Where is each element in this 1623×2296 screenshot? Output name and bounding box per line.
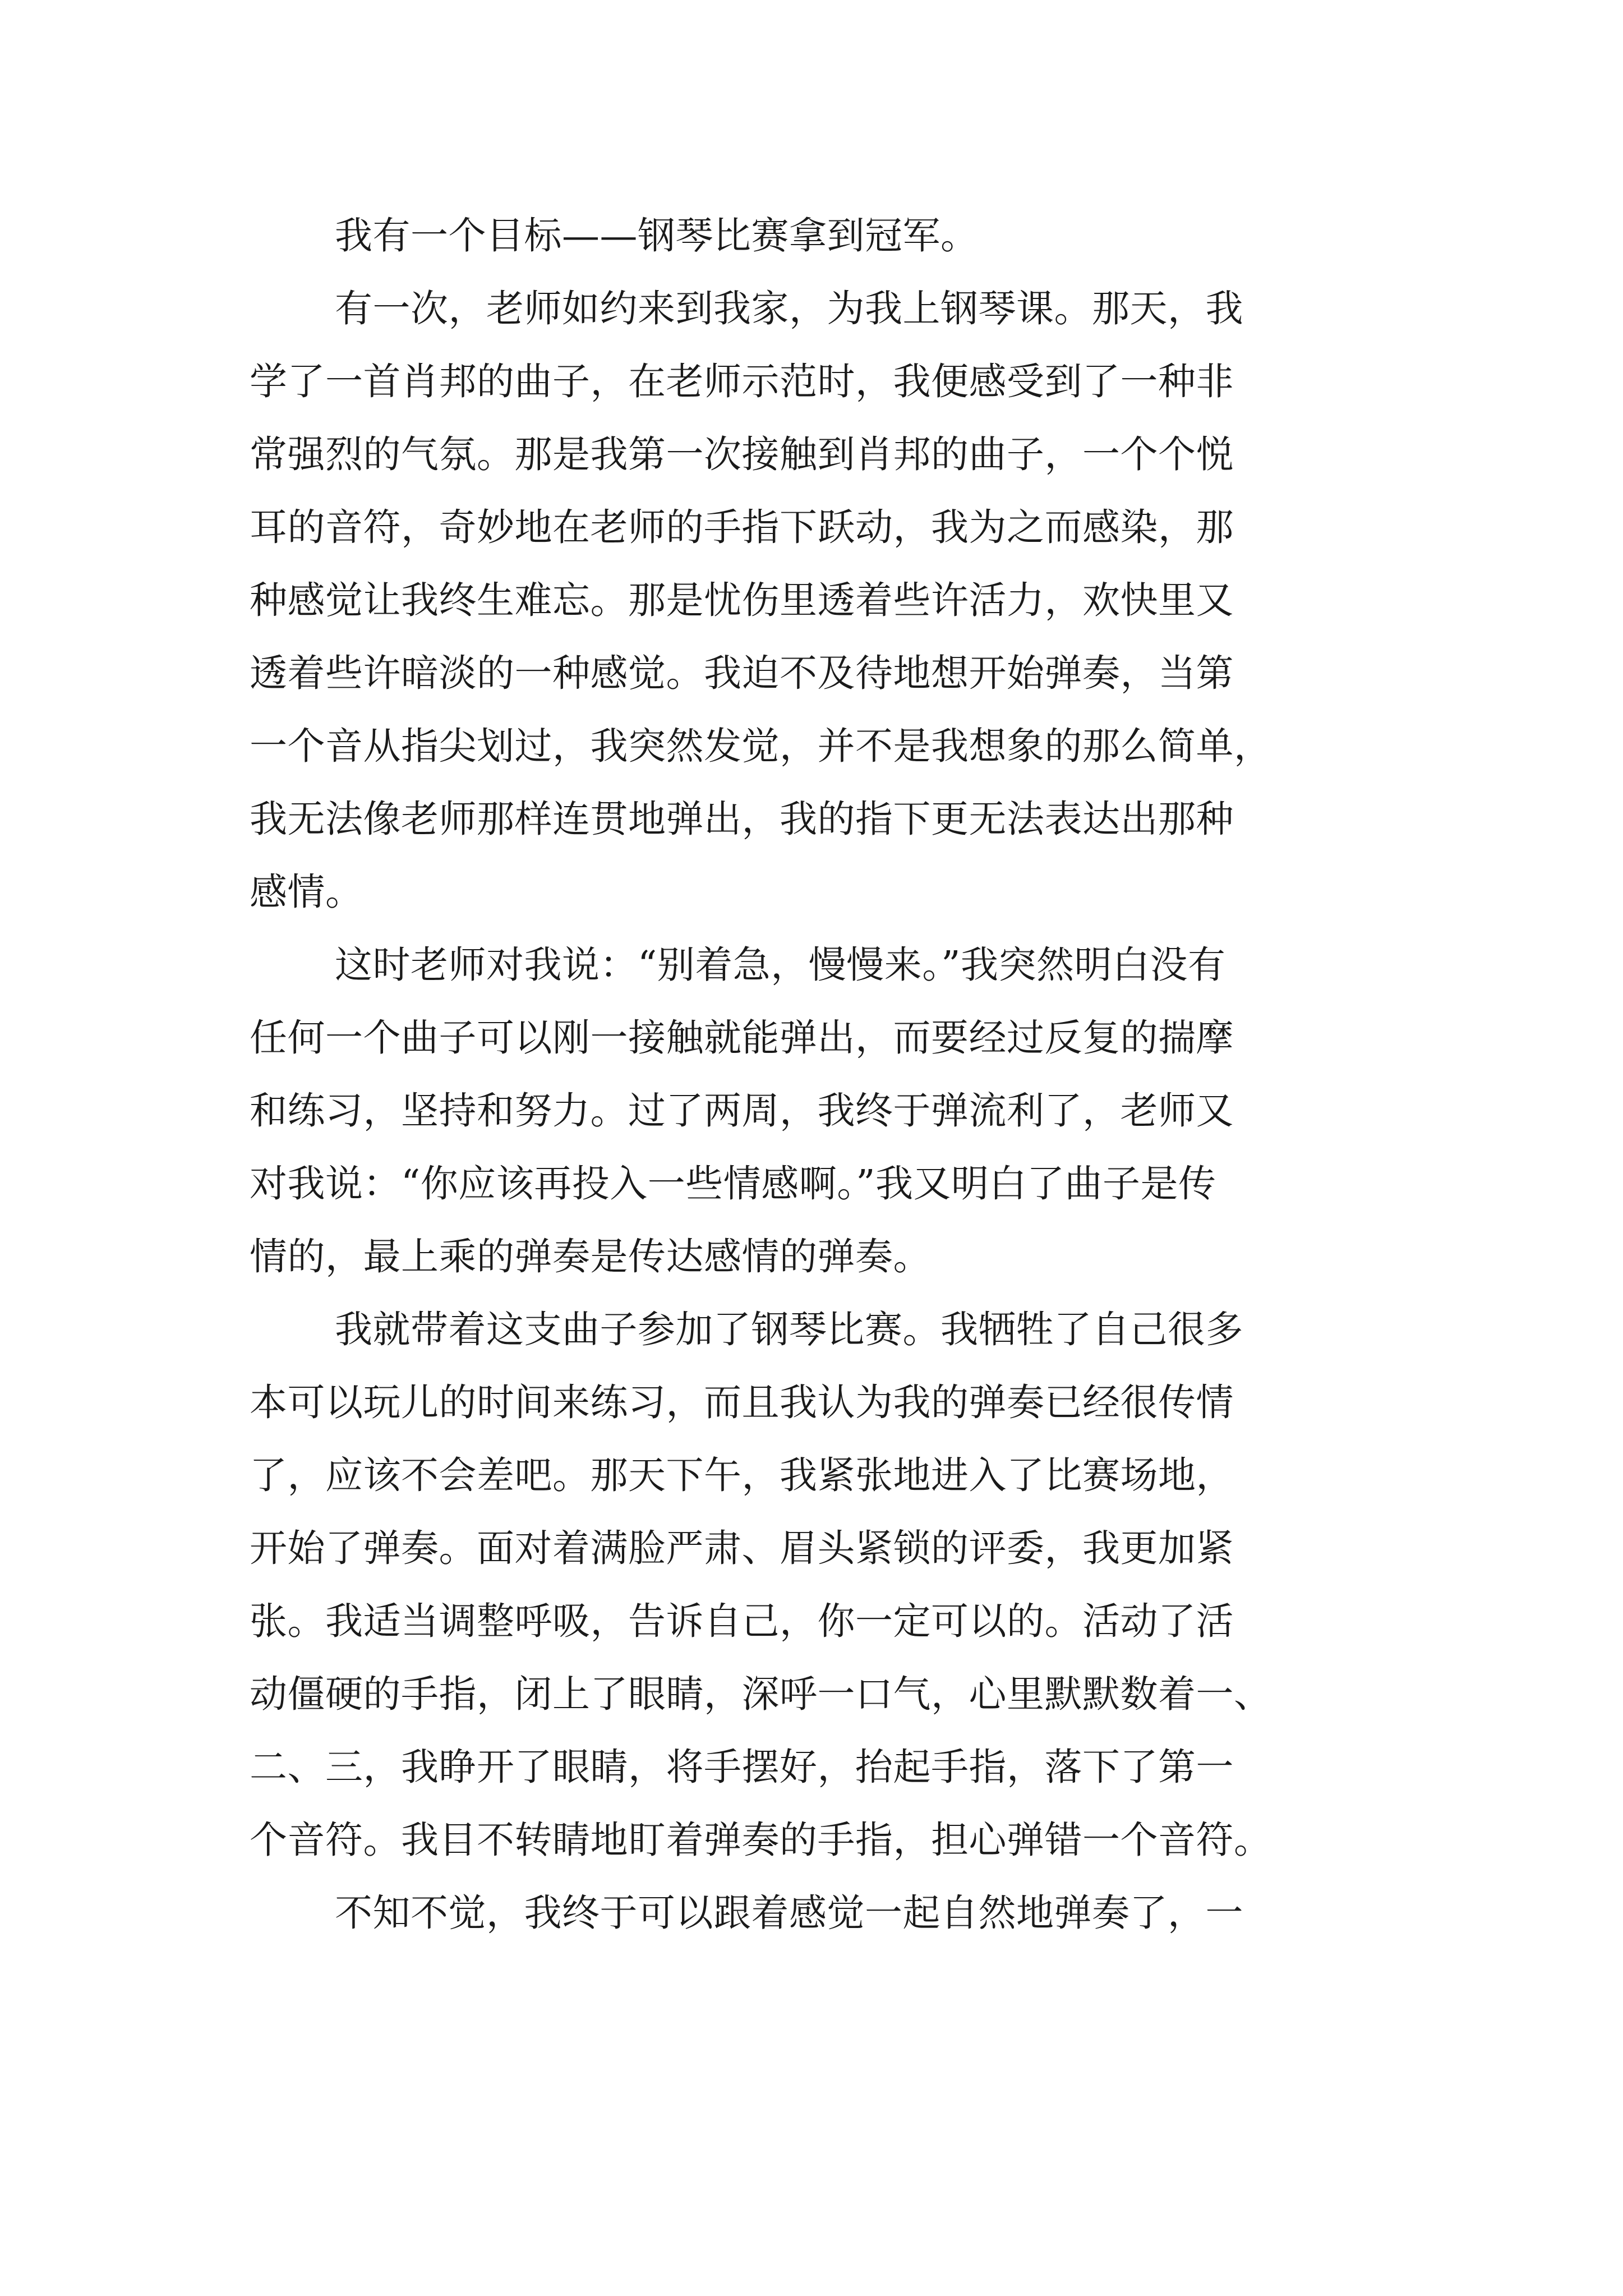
text-line: 感情。 xyxy=(250,870,363,914)
text-line: 透着些许暗淡的一种感觉。我迫不及待地想开始弹奏，当第 xyxy=(250,651,1234,695)
text-line: 二、三，我睁开了眼睛，将手摆好，抬起手指，落下了第一 xyxy=(250,1745,1234,1789)
text-line: 任何一个曲子可以刚一接触就能弹出，而要经过反复的揣摩 xyxy=(250,1016,1234,1060)
text-line: 和练习，坚持和努力。过了两周，我终于弹流利了，老师又 xyxy=(250,1089,1234,1133)
text-line: 一个音从指尖划过，我突然发觉，并不是我想象的那么简单， xyxy=(250,724,1272,768)
text-line: 耳的音符，奇妙地在老师的手指下跃动，我为之而感染，那 xyxy=(250,505,1234,549)
text-line: 学了一首肖邦的曲子，在老师示范时，我便感受到了一种非 xyxy=(250,360,1234,403)
text-line: 对我说：“你应该再投入一些情感啊。”我又明白了曲子是传 xyxy=(250,1162,1216,1205)
text-line: 有一次，老师如约来到我家，为我上钢琴课。那天，我 xyxy=(335,287,1243,330)
text-line: 本可以玩儿的时间来练习，而且我认为我的弹奏已经很传情 xyxy=(250,1381,1234,1424)
text-line: 动僵硬的手指，闭上了眼睛，深呼一口气，心里默默数着一、 xyxy=(250,1672,1272,1716)
text-line: 我有一个目标——钢琴比赛拿到冠军。 xyxy=(335,214,979,257)
text-line: 我无法像老师那样连贯地弹出，我的指下更无法表达出那种 xyxy=(250,797,1234,841)
text-line: 我就带着这支曲子参加了钢琴比赛。我牺牲了自己很多 xyxy=(335,1308,1243,1351)
text-line: 个音符。我目不转睛地盯着弹奏的手指，担心弹错一个音符。 xyxy=(250,1818,1272,1862)
text-line: 了，应该不会差吧。那天下午，我紧张地进入了比赛场地， xyxy=(250,1453,1234,1497)
text-line: 常强烈的气氛。那是我第一次接触到肖邦的曲子，一个个悦 xyxy=(250,432,1234,476)
text-line: 这时老师对我说：“别着急，慢慢来。”我突然明白没有 xyxy=(335,943,1226,987)
essay-body xyxy=(250,199,1377,1949)
text-line: 种感觉让我终生难忘。那是忧伤里透着些许活力，欢快里又 xyxy=(250,578,1234,622)
text-line: 情的，最上乘的弹奏是传达感情的弹奏。 xyxy=(250,1235,931,1278)
text-line: 张。我适当调整呼吸，告诉自己，你一定可以的。活动了活 xyxy=(250,1599,1234,1643)
text-line: 不知不觉，我终于可以跟着感觉一起自然地弹奏了，一 xyxy=(335,1891,1243,1935)
text-line: 开始了弹奏。面对着满脸严肃、眉头紧锁的评委，我更加紧 xyxy=(250,1526,1234,1570)
